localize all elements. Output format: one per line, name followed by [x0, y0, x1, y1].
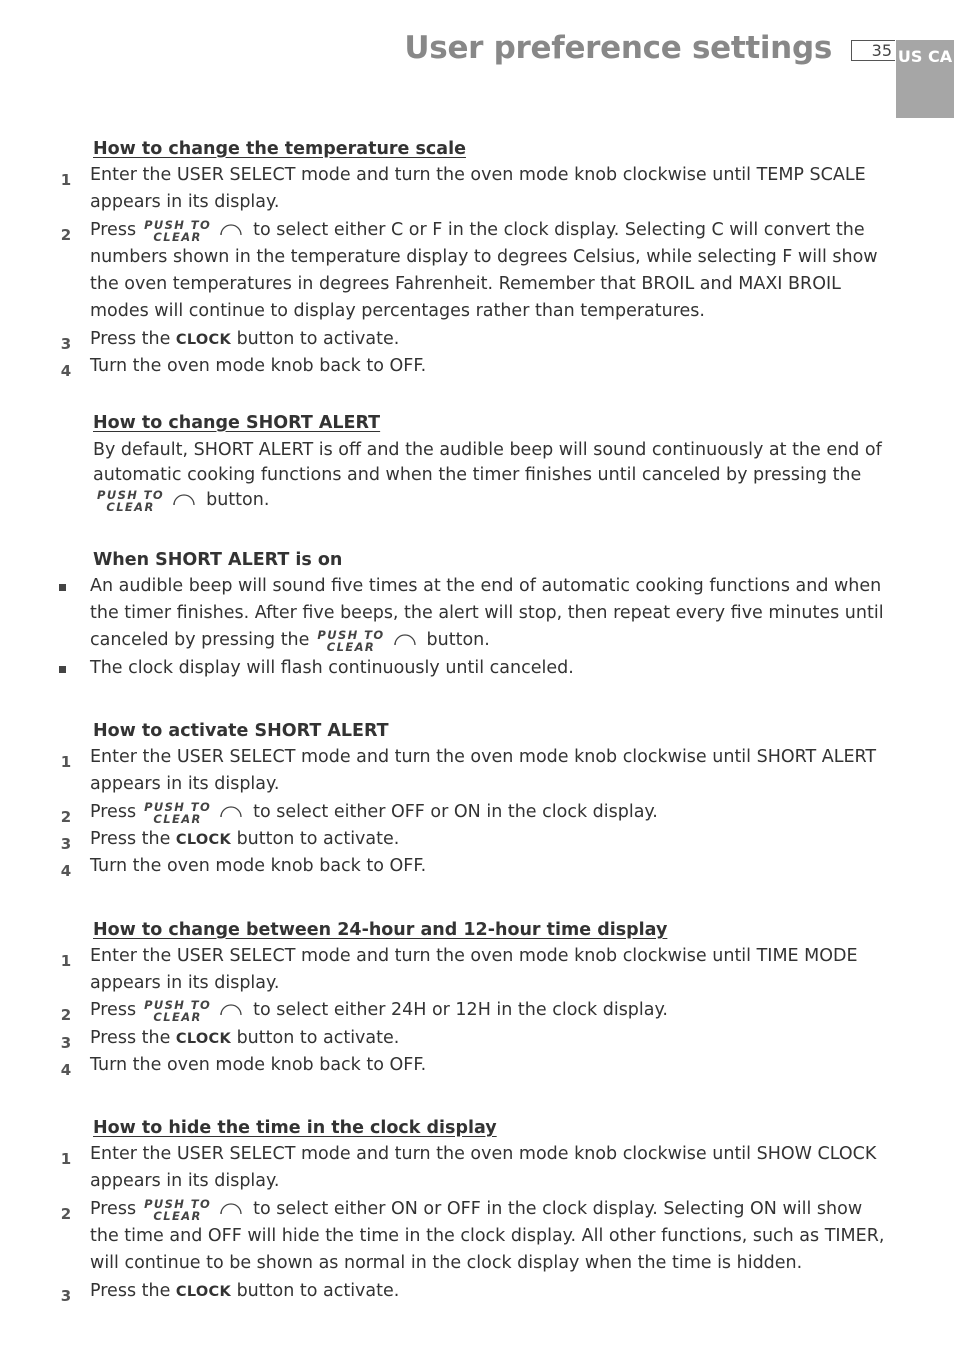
list-item — [60, 1052, 890, 1079]
push-to-clear-label — [317, 629, 384, 653]
list-item — [60, 799, 890, 826]
step-text-start: Press the — [90, 1281, 171, 1301]
clock-button-label: CLOCK — [175, 832, 231, 848]
paragraph — [93, 438, 893, 513]
bullet-icon — [59, 584, 66, 591]
push-to-clear-line2: CLEAR — [153, 812, 202, 826]
push-to-clear-line2: CLEAR — [153, 1209, 202, 1223]
step-text-end: to select either ON or OFF in the clock display. Selecting ON will show the time and OFF will hide the time in the clock display. All other functions, such as TIMER, will continue to be shown as normal in the clock display when the time is hidden. — [90, 1199, 885, 1273]
step-text-end: button to activate. — [236, 829, 400, 849]
step-number: 1 — [60, 171, 72, 189]
push-to-clear-line1: PUSH TO — [144, 800, 212, 814]
list-item — [60, 1025, 890, 1053]
bullet-text-end: button. — [426, 630, 490, 650]
bullet-icon — [59, 666, 66, 673]
step-text-start: Press — [90, 1199, 137, 1219]
step-number: 3 — [60, 1287, 72, 1305]
step-text-start: Press — [90, 802, 137, 822]
step-text: Enter the USER SELECT mode and turn the oven mode knob clockwise until SHOW CLOCK appears in its display. — [90, 1144, 877, 1191]
list-item — [90, 655, 890, 682]
push-to-clear-line2: CLEAR — [106, 500, 155, 514]
list-item — [90, 573, 890, 654]
step-number: 1 — [60, 753, 72, 771]
step-number: 3 — [60, 335, 72, 353]
step-number: 4 — [60, 362, 72, 380]
step-number: 3 — [60, 1034, 72, 1052]
list-item — [60, 943, 890, 997]
step-number: 3 — [60, 835, 72, 853]
step-text-start: Press the — [90, 329, 171, 349]
bullet-text: An audible beep will sound five times at the end of automatic cooking functions and when the timer finishes. After five beeps, the alert will stop, then repeat every five minutes until canceled by pressing the — [90, 576, 884, 650]
section-heading-time-display: How to change between 24-hour and 12-hour time display — [93, 920, 668, 940]
step-number: 1 — [60, 1150, 72, 1168]
step-number: 2 — [60, 226, 72, 244]
step-number: 4 — [60, 862, 72, 880]
step-text: Enter the USER SELECT mode and turn the oven mode knob clockwise until TIME MODE appears in its display. — [90, 946, 858, 993]
list-item — [60, 217, 890, 325]
step-number: 4 — [60, 1061, 72, 1079]
page-title: User preference settings — [404, 30, 832, 66]
step-text-start: Press — [90, 220, 137, 240]
bullet-text: The clock display will flash continuously until canceled. — [90, 658, 574, 678]
step-number: 2 — [60, 808, 72, 826]
push-to-clear-label — [97, 489, 164, 513]
list-item — [60, 162, 890, 216]
list-item — [60, 1278, 890, 1306]
step-text: Turn the oven mode knob back to OFF. — [90, 1055, 427, 1075]
knob-icon — [393, 631, 417, 647]
step-text-start: Press the — [90, 829, 171, 849]
knob-icon — [172, 491, 196, 507]
step-text-end: to select either 24H or 12H in the clock display. — [253, 1000, 668, 1020]
step-text-end: button to activate. — [236, 1028, 400, 1048]
step-text-start: Press the — [90, 1028, 171, 1048]
clock-button-label: CLOCK — [175, 1284, 231, 1300]
step-text: Enter the USER SELECT mode and turn the oven mode knob clockwise until SHORT ALERT appears in its display. — [90, 747, 877, 794]
section-heading-short-alert: How to change SHORT ALERT — [93, 413, 381, 433]
list-item — [60, 744, 890, 798]
section-heading-hide-time: How to hide the time in the clock display — [93, 1118, 497, 1138]
push-to-clear-label — [144, 999, 211, 1023]
step-text: Turn the oven mode knob back to OFF. — [90, 856, 427, 876]
paragraph-text: By default, SHORT ALERT is off and the audible beep will sound continuously at the end of automatic cooking functions and when the timer finishes until canceled by pressing the — [93, 440, 882, 485]
list-item — [60, 326, 890, 354]
step-text-end: to select either C or F in the clock display. Selecting C will convert the numbers shown in the temperature display to degrees Celsius, while selecting F will show the oven temperatures in degrees Fahrenheit. Remember that BROIL and MAXI BROIL modes will continue to display percentages rather than temperatures. — [90, 220, 878, 321]
section-heading-short-alert-on: When SHORT ALERT is on — [93, 550, 343, 570]
step-text: Enter the USER SELECT mode and turn the oven mode knob clockwise until TEMP SCALE appears in its display. — [90, 165, 866, 212]
push-to-clear-line1: PUSH TO — [144, 998, 212, 1012]
page-number: 35 — [851, 40, 895, 61]
push-to-clear-line1: PUSH TO — [97, 488, 165, 502]
push-to-clear-line2: CLEAR — [153, 230, 202, 244]
step-text-end: to select either OFF or ON in the clock display. — [253, 802, 658, 822]
step-number: 2 — [60, 1205, 72, 1223]
knob-icon — [219, 221, 243, 237]
knob-icon — [219, 803, 243, 819]
section-heading-temp-scale: How to change the temperature scale — [93, 139, 466, 159]
section-heading-activate-short-alert: How to activate SHORT ALERT — [93, 721, 389, 741]
push-to-clear-line1: PUSH TO — [144, 218, 212, 232]
step-number: 2 — [60, 1006, 72, 1024]
push-to-clear-label — [144, 219, 211, 243]
push-to-clear-line2: CLEAR — [153, 1010, 202, 1024]
push-to-clear-label — [144, 801, 211, 825]
step-text-end: button to activate. — [236, 329, 400, 349]
knob-icon — [219, 1200, 243, 1216]
clock-button-label: CLOCK — [175, 332, 231, 348]
knob-icon — [219, 1001, 243, 1017]
push-to-clear-line1: PUSH TO — [317, 628, 385, 642]
step-text-start: Press — [90, 1000, 137, 1020]
list-item — [60, 853, 890, 880]
list-item — [60, 826, 890, 854]
region-tab: US CA — [896, 40, 954, 118]
paragraph-text-end: button. — [206, 490, 270, 510]
step-number: 1 — [60, 952, 72, 970]
list-item — [60, 353, 890, 380]
list-item — [60, 1196, 890, 1277]
list-item — [60, 997, 890, 1024]
step-text-end: button to activate. — [236, 1281, 400, 1301]
list-item — [60, 1141, 890, 1195]
step-text: Turn the oven mode knob back to OFF. — [90, 356, 427, 376]
clock-button-label: CLOCK — [175, 1031, 231, 1047]
push-to-clear-line1: PUSH TO — [144, 1197, 212, 1211]
push-to-clear-line2: CLEAR — [326, 640, 376, 654]
push-to-clear-label — [144, 1198, 211, 1222]
